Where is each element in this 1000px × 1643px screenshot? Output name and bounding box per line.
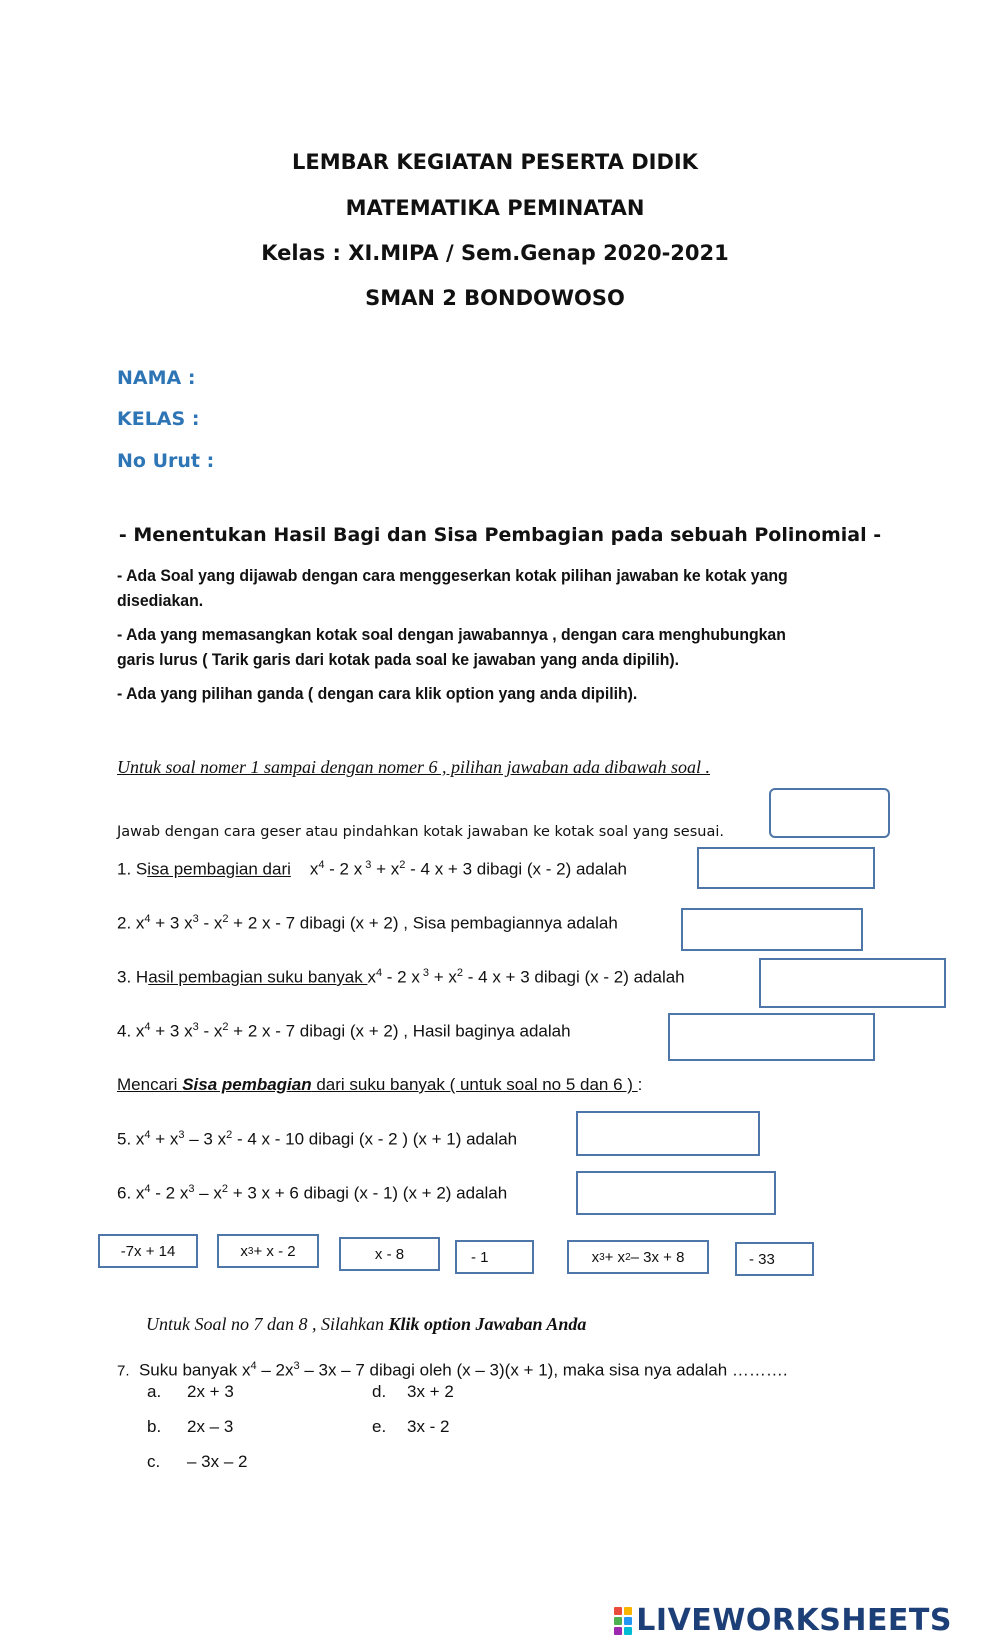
liveworksheets-logo-icon — [614, 1607, 632, 1635]
answer-box-6[interactable] — [576, 1171, 776, 1215]
instruction-2: - Ada yang memasangkan kotak soal dengan jawabannya , dengan cara menghubungkan garis lurus ( Tarik garis dari kotak pada soal ke jawaban yang anda dipilih). — [117, 625, 786, 669]
logo-square — [614, 1617, 622, 1625]
question-5: 5. $x^4 + x^3 - 3$ $x^2 - 4$ x - 10 dibagi (x - 2 ) (x + 1) adalah — [117, 1129, 518, 1149]
answer-box-2[interactable] — [681, 908, 863, 951]
instruction-3: - Ada yang pilihan ganda ( dengan cara klik option yang anda dipilih). — [117, 684, 638, 703]
option-e-value[interactable]: 3x - 2 — [407, 1417, 450, 1436]
question-6: 6. $x^4 - 2$ $x^3 - x^2 + 3$ x + 6 dibagi (x - 1) (x + 2) adalah — [117, 1183, 508, 1203]
instruction-1: - Ada Soal yang dijawab dengan cara menggeserkan kotak pilihan jawaban ke kotak yang disediakan. — [117, 566, 788, 610]
logo-square — [624, 1627, 632, 1635]
logo-square — [614, 1607, 622, 1615]
question-3: 3. Hasil pembagian suku banyak $x^4 - 2$ x $^3 + x^2 - 4$ x + 3 dibagi (x - 2) adalah — [117, 967, 685, 987]
option-e[interactable]: e. — [372, 1417, 387, 1436]
section1-intro: Untuk soal nomer 1 sampai dengan nomer 6 , pilihan jawaban ada dibawah soal . — [117, 757, 710, 777]
logo-square — [624, 1617, 632, 1625]
logo-square — [624, 1607, 632, 1615]
extra-drop-box[interactable] — [769, 788, 890, 838]
kelas-label: KELAS : — [117, 408, 200, 430]
answer-box-5[interactable] — [576, 1111, 760, 1156]
question-2: 2. $x^4 + 3$ $x^3 - x^2 + 2$ x - 7 dibagi (x + 2) , Sisa pembagiannya adalah — [117, 913, 618, 933]
option-a-value[interactable]: 2x + 3 — [187, 1382, 234, 1401]
no-urut-label: No Urut : — [117, 450, 215, 472]
choice-chip-3[interactable]: x - 8 — [339, 1237, 440, 1271]
section1-note: Jawab dengan cara geser atau pindahkan kotak jawaban ke kotak soal yang sesuai. — [117, 824, 724, 840]
choice-chip-2[interactable]: x 3 + x - 2 — [217, 1234, 319, 1268]
question-4: 4. $x^4 + 3$ $x^3 - x^2 + 2$ x - 7 dibagi (x + 2) , Hasil baginya adalah — [117, 1021, 571, 1041]
option-b[interactable]: b. — [147, 1417, 162, 1436]
option-d-value[interactable]: 3x + 2 — [407, 1382, 454, 1401]
mencari-heading: Mencari Sisa pembagian dari suku banyak ( untuk soal no 5 dan 6 ) : — [117, 1075, 643, 1094]
answer-box-4[interactable] — [668, 1013, 875, 1061]
choice-chip-4[interactable]: - 1 — [455, 1240, 534, 1274]
question-1: 1. Sisa pembagian dari $x^4 - 2$ x $^3 + x^2 - 4$ x + 3 dibagi (x - 2) adalah — [117, 859, 628, 879]
choice-chip-6[interactable]: - 33 — [735, 1242, 814, 1276]
nama-label: NAMA : — [117, 367, 196, 389]
header-class: Kelas : XI.MIPA / Sem.Genap 2020-2021 — [261, 241, 729, 265]
logo-square — [614, 1627, 622, 1635]
topic-subtitle: - Menentukan Hasil Bagi dan Sisa Pembagian pada sebuah Polinomial - — [118, 524, 882, 546]
liveworksheets-logo — [614, 1603, 952, 1638]
option-c[interactable]: c. — [147, 1452, 161, 1471]
section2-intro: Untuk Soal no 7 dan 8 , Silahkan Klik option Jawaban Anda — [146, 1314, 587, 1334]
question-7: 7. Suku banyak $x^4 - 2x^3 - 3x - 7$ dibagi oleh (x – 3)(x + 1), maka sisa nya adalah ………. — [117, 1360, 788, 1380]
choice-chip-1[interactable]: -7x + 14 — [98, 1234, 198, 1268]
header-subject: MATEMATIKA PEMINATAN — [345, 196, 645, 220]
header-title: LEMBAR KEGIATAN PESERTA DIDIK — [292, 150, 698, 174]
answer-box-3[interactable] — [759, 958, 946, 1008]
option-a[interactable]: a. — [147, 1382, 162, 1401]
choice-chip-5[interactable]: x 3 + x 2 – 3x + 8 — [567, 1240, 709, 1274]
answer-box-1[interactable] — [697, 847, 875, 889]
option-b-value[interactable]: 2x – 3 — [187, 1417, 234, 1436]
liveworksheets-logo-text: LIVEWORKSHEETS — [636, 1603, 952, 1638]
header-school: SMAN 2 BONDOWOSO — [365, 286, 625, 310]
option-c-value[interactable]: – 3x – 2 — [187, 1452, 248, 1471]
option-d[interactable]: d. — [372, 1382, 387, 1401]
